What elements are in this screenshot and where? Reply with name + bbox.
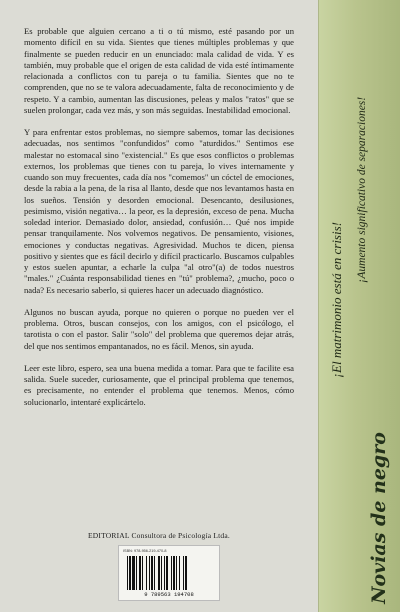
spine-subtitle-1-wrap	[328, 222, 346, 378]
blurb-paragraph-3: Algunos no buscan ayuda, porque no quieren o porque no pueden ver el problema. Otros, buscan consejos, con los amigos, con el psicólogo, el tarotista o con el pastor. Salir "solo" del problema que queremos dejar atrás, del que nos sentimos empantanados, no es fácil. Menos, sin ayuda.	[24, 306, 294, 351]
blurb-paragraph-1: Es probable que alguien cercano a ti o tú mismo, esté pasando por un momento difícil en su vida. Sientes que tienes múltiples problemas y que finalmente se pueden reducir en un enunciado: mala calidad de vida. Y es también, muy probable que el origen de esta calidad de vida esté íntimamente relacionada a conflictos con tu pareja o tu familia. Sientes que no te comprenden, que no se te valora adecuadamente, falta de reconocimiento y de respeto. Y a cambio, aumentan las discusiones, peleas y malos "ratos" que se suelen prolongar, cada vez más, y son más seguidas. Inestabilidad emocional.	[24, 26, 294, 115]
book-spine	[318, 0, 400, 612]
barcode-icon	[127, 556, 211, 590]
spine-subtitle-1: ¡El matrimonio está en crisis!	[329, 222, 344, 378]
blurb-paragraph-4: Leer este libro, espero, sea una buena medida a tomar. Para que te facilite esa salida. Suele suceder, curiosamente, que el principal problema que tenemos, es precisamente, no entender el problema que tenemos. Menos, cómo solucionarlo, intentaré explicártelo.	[24, 362, 294, 407]
spine-title-wrap	[368, 432, 390, 604]
isbn-label: ISBN: 978-956-219-470-8	[123, 549, 167, 553]
spine-subtitle-2-wrap	[352, 97, 370, 283]
spine-title: Novias de negro	[368, 432, 390, 604]
barcode-number: 9 789563 194708	[144, 591, 194, 598]
blurb-paragraph-2: Y para enfrentar estos problemas, no siempre sabemos, tomar las decisiones adecuadas, nos sentimos "confundidos" como "aturdidos." Sentimos ese malestar no estomacal sino "existencial." Es que esos conflictos o problemas externos, los problemas que tienes con tu pareja, lo vives internamente y cuando son muy frecuentes, cada día nos "comemos" un cóctel de emociones, desde la rabia a la pena, de la risa al llanto, desde que nos levantamos hasta en los sueños. Tensión y desorden emocional. Desencanto, desilusiones, pesimismo, visión negativa… la peor, es la depresión, exceso de pena. Mucha soledad interior. Demasiado dolor, ansiedad, confusión… Qué nos impide pensar tranquilamente. Nos volvemos negativos. De pensamiento, visiones, emociones y conductas negativas. Agresividad. Muchos te dicen, piensa positivo y sientes que es fácil decirlo y difícil practicarlo. Buscamos culpables y estos suelen apuntar, a echarle la culpa "al otro"(a) de todos nuestros "males." ¿Cuánta responsabilidad tienes en "tú" problema?, ¿mucho, poco o nada? Es necesario saberlo, si quieres hacer un adecuado diagnóstico.	[24, 127, 294, 295]
isbn-barcode	[118, 545, 220, 601]
publisher-name: EDITORIAL Consultora de Psicología Ltda.	[88, 531, 230, 540]
spine-subtitle-2: ¡Aumento significativo de separaciones!	[356, 96, 368, 284]
blurb-text	[24, 26, 294, 419]
